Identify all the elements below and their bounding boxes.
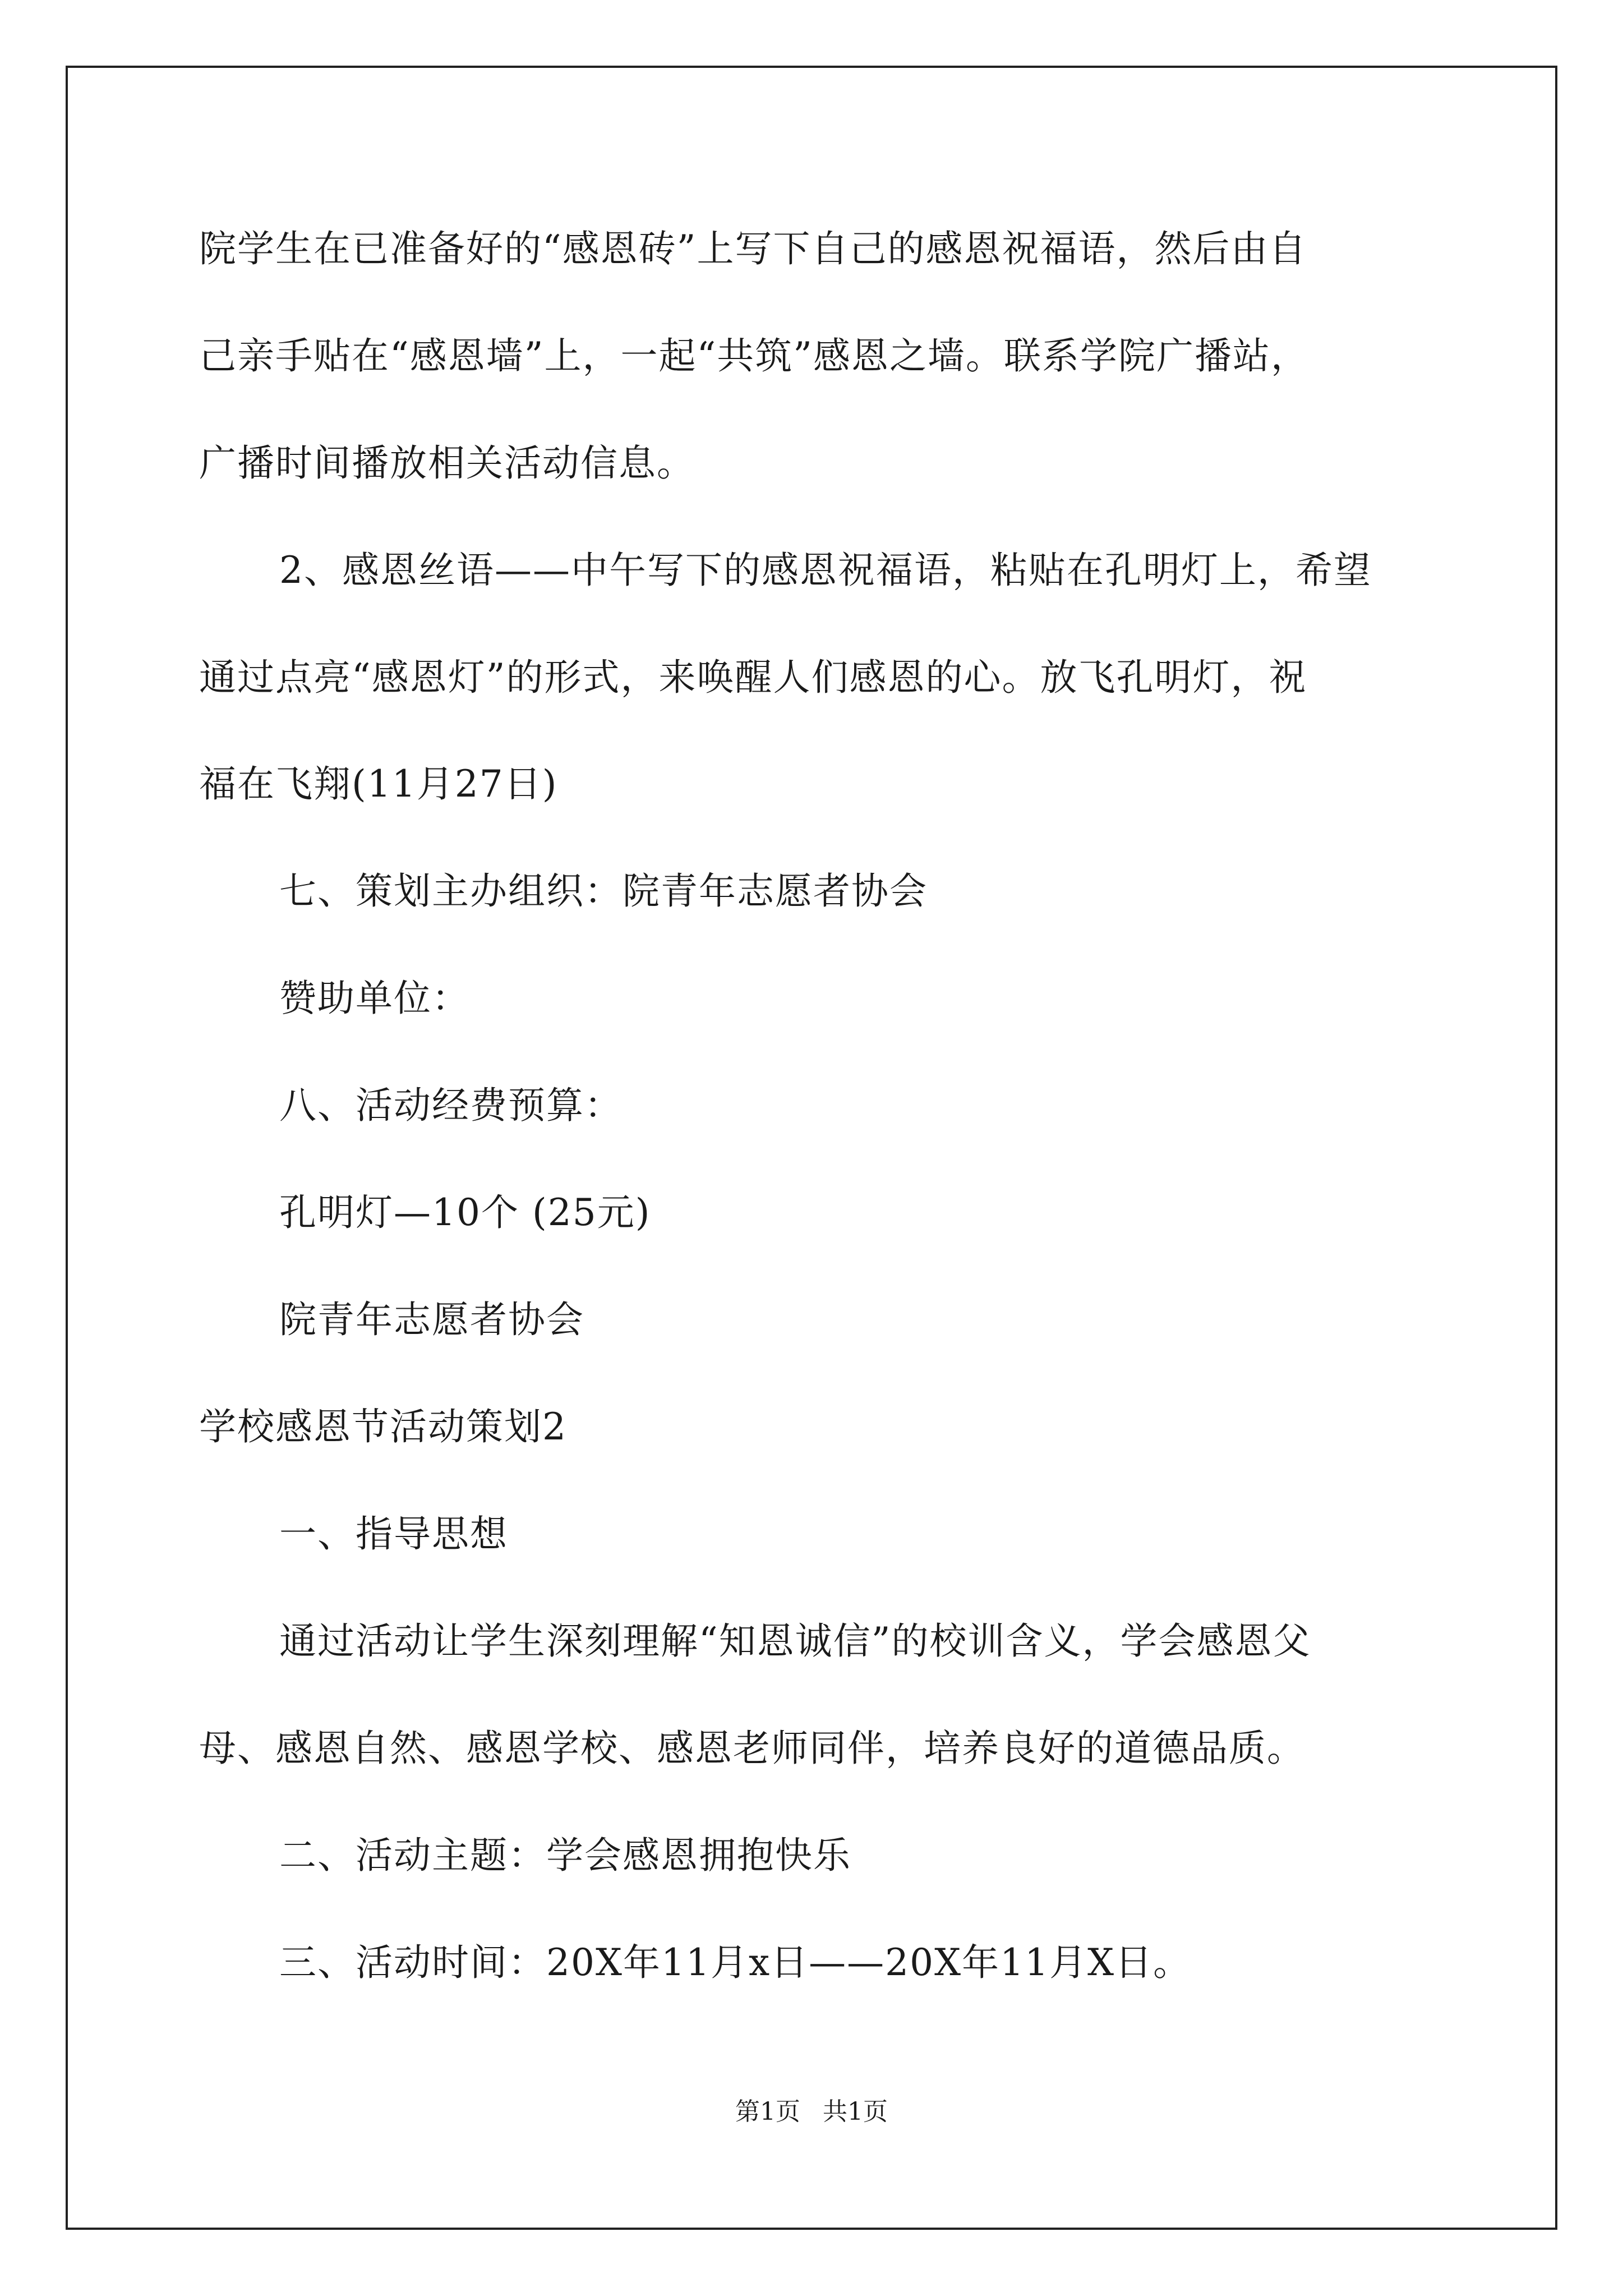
section-heading-2: 二、活动主题：学会感恩拥抱快乐 bbox=[279, 1834, 851, 1877]
section-heading-3: 三、活动时间：20X年11月x日——20X年11月X日。 bbox=[279, 1941, 1192, 1984]
page-total: 共1页 bbox=[823, 2097, 888, 2126]
doc-title-2: 学校感恩节活动策划2 bbox=[199, 1405, 567, 1448]
body-line-6: 福在飞翔(11月27日) bbox=[199, 762, 558, 806]
section-heading-8: 八、活动经费预算： bbox=[279, 1084, 623, 1127]
body-line-2: 己亲手贴在“感恩墙”上，一起“共筑”感恩之墙。联系学院广播站， bbox=[199, 334, 1309, 378]
body-line-5: 通过点亮“感恩灯”的形式，来唤醒人们感恩的心。放飞孔明灯，祝 bbox=[199, 656, 1307, 699]
body-line-3: 广播时间播放相关活动信息。 bbox=[199, 441, 695, 485]
organizer-signature: 院青年志愿者协会 bbox=[279, 1298, 584, 1341]
section-heading-1: 一、指导思想 bbox=[279, 1512, 508, 1556]
section-heading-7: 七、策划主办组织：院青年志愿者协会 bbox=[279, 869, 928, 913]
sponsor-line: 赞助单位： bbox=[279, 977, 470, 1020]
budget-item: 孔明灯—10个 (25元) bbox=[279, 1191, 651, 1234]
page-border bbox=[66, 66, 1557, 2230]
body-line-4: 2、感恩丝语——中午写下的感恩祝福语，粘贴在孔明灯上，希望 bbox=[279, 549, 1372, 592]
body-line-15: 母、感恩自然、感恩学校、感恩老师同伴，培养良好的道德品质。 bbox=[199, 1727, 1305, 1770]
page-footer bbox=[0, 2097, 1623, 2127]
body-line-14: 通过活动让学生深刻理解“知恩诚信”的校训含义，学会感恩父 bbox=[279, 1619, 1311, 1663]
body-line-1: 院学生在已准备好的“感恩砖”上写下自己的感恩祝福语，然后由自 bbox=[199, 227, 1307, 270]
page-number: 第1页 bbox=[735, 2097, 800, 2126]
